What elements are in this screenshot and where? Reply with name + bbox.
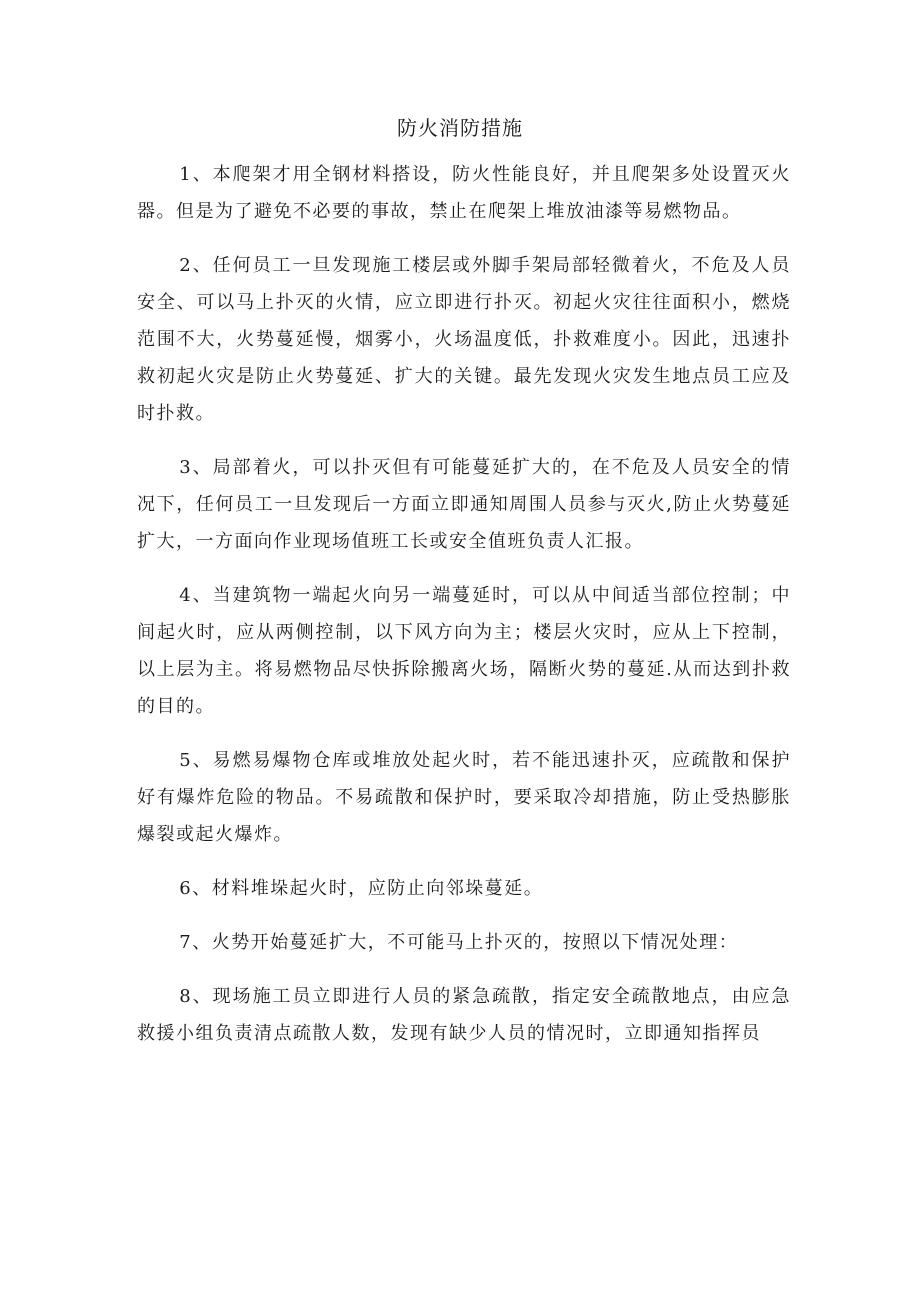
- paragraph-3: 3、局部着火，可以扑灭但有可能蔓延扩大的，在不危及人员安全的情况下，任何员工一旦发现后一方面立即通知周围人员参与灭火,防止火势蔓延扩大，一方面向作业现场值班工长或安全值班负责人汇报。: [137, 457, 791, 552]
- paragraph-8: 8、现场施工员立即进行人员的紧急疏散，指定安全疏散地点，由应急救援小组负责清点疏散人数，发现有缺少人员的情况时，立即通知指挥员: [137, 986, 791, 1044]
- paragraph-7: 7、火势开始蔓延扩大，不可能马上扑灭的，按照以下情况处理：: [179, 932, 739, 953]
- paragraph-5: 5、易燃易爆物仓库或堆放处起火时，若不能迅速扑灭，应疏散和保护好有爆炸危险的物品。不易疏散和保护时，要采取冷却措施，防止受热膨胀爆裂或起火爆炸。: [137, 750, 791, 845]
- document-title: 防火消防措施: [397, 116, 523, 140]
- paragraph-2: 2、任何员工一旦发现施工楼层或外脚手架局部轻微着火，不危及人员安全、可以马上扑灭的火情，应立即进行扑灭。初起火灾往往面积小，燃烧范围不大，火势蔓延慢，烟雾小，火场温度低，扑救难度小。因此，迅速扑救初起火灾是防止火势蔓延、扩大的关键。最先发现火灾发生地点员工应及时扑救。: [137, 255, 791, 424]
- paragraph-1: 1、本爬架才用全钢材料搭设，防火性能良好，并且爬架多处设置灭火器。但是为了避免不必要的事故，禁止在爬架上堆放油漆等易燃物品。: [137, 164, 791, 222]
- document-body: [137, 156, 791, 1069]
- paragraph-4: 4、当建筑物一端起火向另一端蔓延时，可以从中间适当部位控制；中间起火时，应从两侧控制，以下风方向为主；楼层火灾时，应从上下控制，以上层为主。将易燃物品尽快拆除搬离火场，隔断火势的蔓延.从而达到扑救的目的。: [137, 585, 791, 717]
- paragraph-6: 6、材料堆垛起火时，应防止向邻垛蔓延。: [179, 878, 544, 899]
